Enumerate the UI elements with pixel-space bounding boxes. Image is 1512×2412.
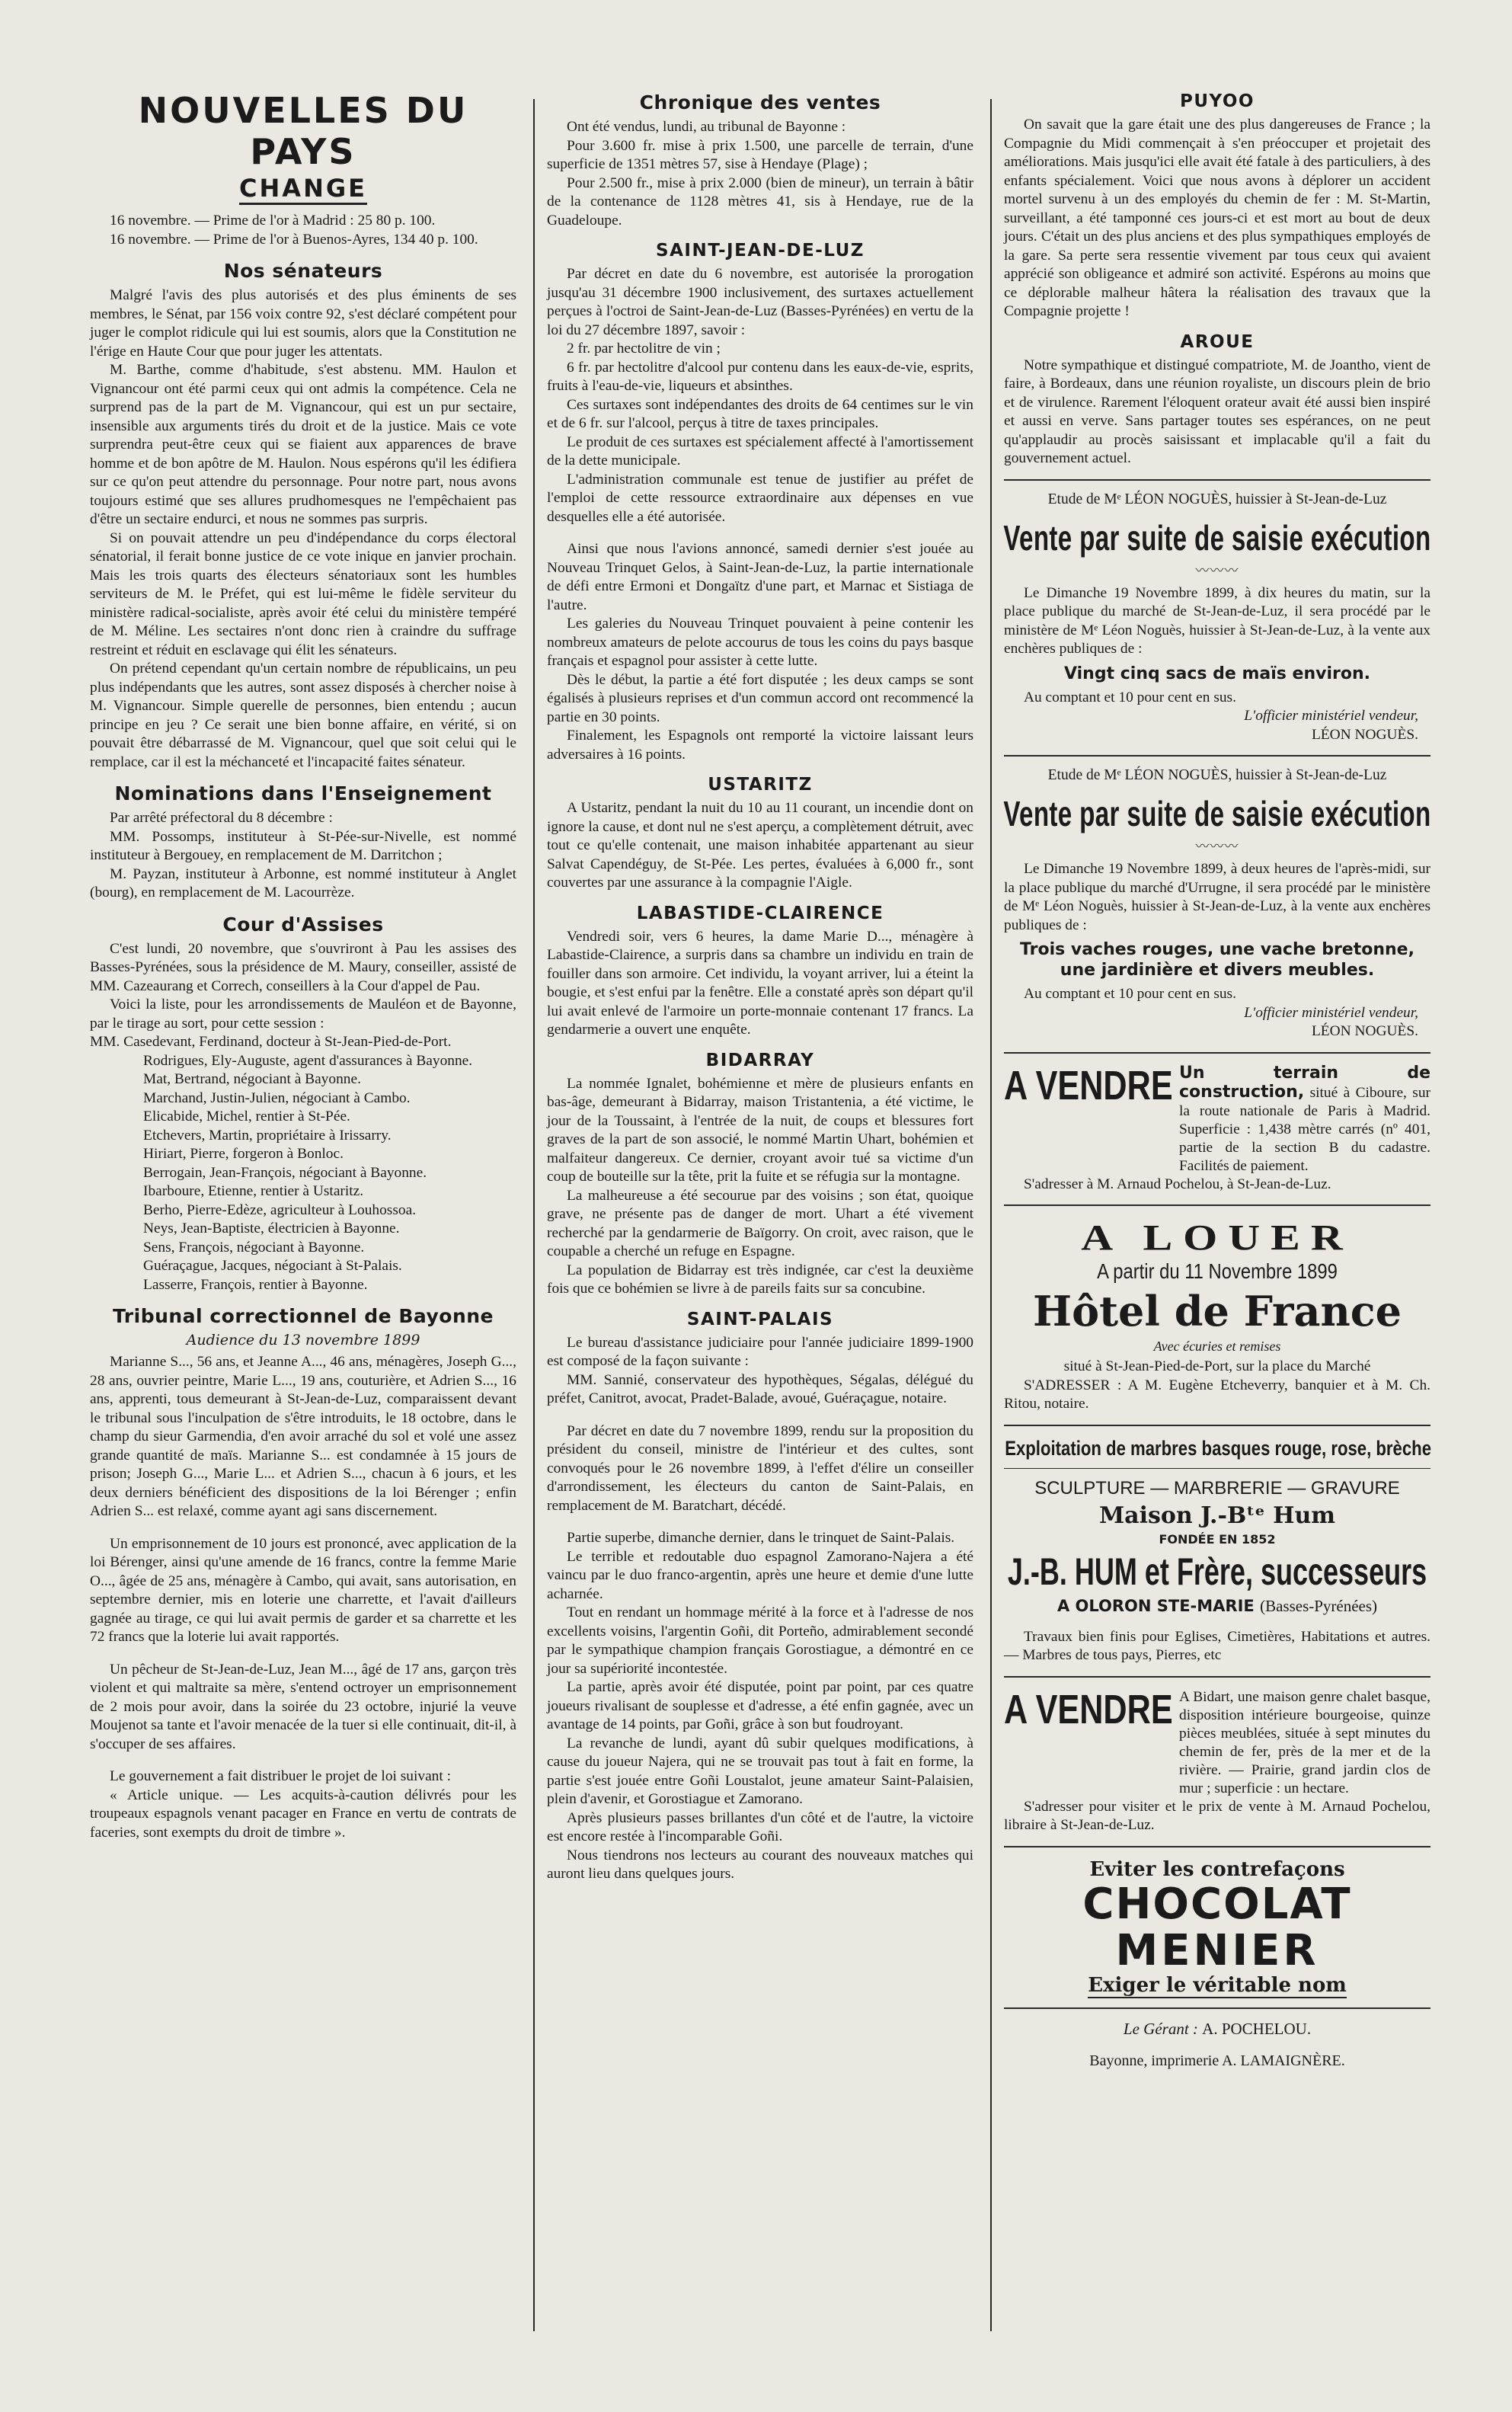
ad-chocolat-menier [1004, 1858, 1430, 1997]
paragraph: Finalement, les Espagnols ont remporté la victoire laissant leurs adversaires à 16 points. [547, 728, 973, 763]
ad-title: Vente par suite de saisie exécution [1003, 517, 1431, 558]
imprimerie-line: Bayonne, imprimerie A. LAMAIGNÈRE. [1089, 2052, 1345, 2069]
paragraph: On savait que la gare était une des plus dangereuses de France ; la Compagnie du Midi commençait à s'en préoccuper et projetait des améliorations. Mais jusqu'ici elle avait été fatale à des particuliers, à des enfants spécialement. Voici que nous avons à déplorer un accident mortel survenu à un des employés du chemin de fer : M. St-Martin, surveillant, a été tamponné ces jours-ci et est mort au bout de deux jours. C'était un des plus anciens et des plus sympathiques employés de la gare. Sa perte sera ressentie vivement par tous ceux qui avaient apprécié son obligeance et admiré son activité. Espérons au moins que ce déplorable malheur hâtera la réalisation des travaux que la Compagnie projette ! [1004, 117, 1430, 319]
ad-hotel-name: Hôtel de France [1033, 1287, 1402, 1336]
divider [1004, 1425, 1430, 1426]
paragraph: MM. Sannié, conservateur des hypothèques, Ségalas, délégué du préfet, Canitrot, avocat, Pradet-Balade, avoué, Guéraçague, notaire. [547, 1371, 973, 1406]
paragraph: 16 novembre. — Prime de l'or à Madrid : 25 80 p. 100. [110, 213, 436, 229]
ad-etude: Etude de Mᵉ LÉON NOGUÈS, huissier à St-Jean-de-Luz [1047, 767, 1387, 783]
paragraph: Au comptant et 10 pour cent en sus. [1024, 689, 1236, 705]
list-item: Mat, Bertrand, négociant à Bayonne. [143, 1071, 361, 1087]
paragraph: Pour 2.500 fr., mise à prix 2.000 (bien de mineur), un terrain à bâtir de la contenance de 1128 mètres 41, sis à Hendaye, rue de la Guadeloupe. [547, 174, 973, 229]
list-item: Berrogain, Jean-François, négociant à Bayonne. [143, 1164, 427, 1181]
gerant-name: A. POCHELOU. [1202, 2019, 1312, 2038]
paragraph: La revanche de lundi, ayant dû subir quelques modifications, à cause du joueur Najera, qui ne se trouvait pas tout à fait en forme, la partie s'est jouée entre Goñi Loustalot, jeune amateur Saint-Palaisien, plein d'avenir, et Gorostiague et Zamorano. [547, 1735, 973, 1807]
ad-brand-line2: MENIER [1115, 1925, 1319, 1975]
paragraph: M. Barthe, comme d'habitude, s'est abstenu. MM. Haulon et Vignancour ont été parmi ceux qui ont admis la compétence. Cela ne surprend pas de la part de M. Vignancour, qui est un pur sectaire, insensible aux arguments tirés du droit et de la justice. Mais ce vote surprendra peut-être ceux qui se fiaient aux apparences de brave homme et de bon apôtre de M. Haulon. Nous espérons qu'il les édifiera sur ce qu'on peut attendre du personnage. Pour notre part, nous avons toujours estimé que ses allures prudhomesques ne l'empêchaient pas d'être un sectaire endurci, et nous ne sommes pas surpris. [90, 362, 516, 527]
juror-list [90, 1033, 516, 1294]
section-title-bidarray: BIDARRAY [705, 1050, 815, 1070]
paragraph: 16 novembre. — Prime de l'or à Buenos-Ayres, 134 40 p. 100. [110, 231, 478, 248]
ad-big-title: A VENDRE [1004, 1686, 1173, 1732]
paragraph: Le Dimanche 19 Novembre 1899, à dix heures du matin, sur la place publique du marché de St-Jean-de-Luz, il sera procédé par le ministère de Mᵉ Léon Noguès, huissier à St-Jean-de-Luz, à la vente aux enchères publiques de : [1004, 584, 1430, 657]
paragraph: M. Payzan, instituteur à Arbonne, est nommé instituteur à Anglet (bourg), en remplacement de M. Lacourrèze. [90, 865, 516, 901]
ad-maison: Maison J.-Bᵗᵉ Hum [1098, 1502, 1336, 1529]
list-item: Berho, Pierre-Edèze, agriculteur à Louhossoa. [143, 1201, 417, 1218]
paragraph: Le terrible et redoutable duo espagnol Zamorano-Najera a été vaincu par le duo franco-argentin, après une heure et demie d'une lutte acharnée. [547, 1548, 973, 1602]
paragraph: La partie, après avoir été disputée, point par point, par ces quatre joueurs rivalisant de souplesse et d'adresse, a été enfin gagnée, avec un avantage de 14 points, par Goñi, grâce à son but foudroyant. [547, 1679, 973, 1732]
section-title-tribunal: Tribunal correctionnel de Bayonne [112, 1305, 494, 1327]
paragraph: Vendredi soir, vers 6 heures, la dame Marie D..., ménagère à Labastide-Clairence, a surpris dans sa chambre un individu en train de fouiller dans son armoire. Cet individu, la voyant arriver, lui a éteint la bougie, et s'est enfui par la fenêtre. Elle a constaté après son départ qu'il lui avait enlevé de l'armoire un porte-monnaie contenant 17 francs. La gendarmerie a ouvert une enquête. [547, 928, 973, 1038]
list-item: Guéraçague, Jacques, négociant à St-Palais. [143, 1258, 402, 1274]
ad-contact: S'ADRESSER : A M. Eugène Etcheverry, banquier et à M. Ch. Ritou, notaire. [1004, 1377, 1430, 1412]
ad-lead: Un terrain de construction, [1179, 1063, 1430, 1102]
ad-body: situé à St-Jean-Pied-de-Port, sur la place du Marché [1063, 1358, 1371, 1374]
divider [1004, 2007, 1430, 2009]
divider [1004, 1846, 1430, 1847]
ad-signature: LÉON NOGUÈS. [1311, 1023, 1418, 1039]
paragraph: Ces surtaxes sont indépendantes des droits de 64 centimes sur le vin et de 6 fr. sur l'alcool, perçus à titre de taxes principales. [547, 396, 973, 431]
list-item: Sens, François, négociant à Bayonne. [143, 1239, 365, 1256]
paragraph: Ainsi que nous l'avions annoncé, samedi dernier s'est jouée au Nouveau Trinquet Gelos, à Saint-Jean-de-Luz, la partie internationale de défi entre Ermoni et Dongaïtz d'une part, et Marnac et Sistiaga de l'autre. [547, 541, 973, 613]
paragraph: Après plusieurs passes brillantes d'un côté et de l'autre, la victoire est encore restée à l'incomparable Goñi. [547, 1809, 973, 1844]
list-item: Marchand, Justin-Julien, négociant à Cambo. [143, 1089, 411, 1106]
divider [1004, 1204, 1430, 1206]
paragraph: Au comptant et 10 pour cent en sus. [1024, 986, 1236, 1002]
list-item: MM. Casedevant, Ferdinand, docteur à St-Jean-Pied-de-Port. [90, 1034, 452, 1050]
list-item: Hiriart, Pierre, forgeron à Bonloc. [143, 1146, 344, 1162]
section-title-puyoo: PUYOO [1180, 91, 1255, 111]
ad-big-title: A VENDRE [1004, 1062, 1173, 1108]
paragraph: Par arrêté préfectoral du 8 décembre : [110, 810, 333, 826]
ad-etude: Etude de Mᵉ LÉON NOGUÈS, huissier à St-Jean-de-Luz [1047, 491, 1387, 507]
section-title-ustaritz: USTARITZ [708, 775, 813, 795]
column-2 [547, 84, 973, 1884]
list-item: Etchevers, Martin, propriétaire à Irissarry. [143, 1127, 392, 1144]
paragraph: Pour 3.600 fr. mise à prix 1.500, une parcelle de terrain, d'une superficie de 1351 mètres 57, sise à Hendaye (Plage) ; [547, 137, 973, 172]
paragraph: A Ustaritz, pendant la nuit du 10 au 11 courant, un incendie dont on ignore la cause, et dont nul ne s'est aperçu, a complètement détruit, avec tout ce qu'elle contenait, une maison inhabitée appartenant au sieur Salvat Capendéguy, de St-Pée. Les pertes, évaluées à 6,000 fr., sont couvertes par une assurance à la compagnie l'Aigle. [547, 800, 973, 891]
paragraph: Partie superbe, dimanche dernier, dans le trinquet de Saint-Palais. [567, 1530, 955, 1546]
paragraph: La nommée Ignalet, bohémienne et mère de plusieurs enfants en bas-âge, demeurant à Bidarray, maison Tristantenia, a été victime, le jour de la Toussaint, à l'entrée de la nuit, de coups et blessures fort graves de la part de son associé, le nommé Martin Uhart, bohémien et malfaiteur dangereux. Ce dernier, croyant avoir tué sa victime d'un coup de bouteille sur la tête, prit la fuite et se réfugia sur la montagne. [547, 1075, 973, 1185]
section-title-change: CHANGE [90, 174, 516, 203]
paragraph: Les galeries du Nouveau Trinquet pouvaient à peine contenir les nombreux amateurs de pelote accourus de tous les coins du pays basque français et espagnol pour assister à cette lutte. [547, 616, 973, 669]
paragraph: Le gouvernement a fait distribuer le projet de loi suivant : [110, 1768, 452, 1784]
masthead: NOUVELLES DU PAYS [138, 90, 468, 172]
ad-body: Travaux bien finis pour Eglises, Cimetières, Habitations et autres. — Marbres de tous pays, Pierres, etc [1004, 1628, 1430, 1663]
ad-body: A Bidart, une maison genre chalet basque, disposition intérieure bourgeoise, quinze pièces meublées, située à sept minutes du chemin de fer, près de la mer et de la rivière. — Prairie, grand jardin clos de mur ; superficie : un hectare. [1179, 1688, 1430, 1796]
paragraph: La population de Bidarray est très indignée, car c'est la deuxième fois que ce bohémien se livre à de pareils faits sur sa concubine. [547, 1262, 973, 1297]
paragraph: Le produit de ces surtaxes est spécialement affecté à l'amortissement de la dette municipale. [547, 433, 973, 469]
ad-top: Eviter les contrefaçons [1089, 1857, 1345, 1881]
ad-vente-1 [1004, 491, 1430, 745]
paragraph: MM. Possomps, instituteur à St-Pée-sur-Nivelle, est nommé instituteur à Bergouey, en remplacement de M. Darritchon ; [90, 828, 516, 863]
divider [1004, 755, 1430, 757]
section-title-saint-palais: SAINT-PALAIS [686, 1309, 834, 1329]
paragraph: Le bureau d'assistance judiciaire pour l'année judiciaire 1899-1900 est composé de la façon suivante : [547, 1334, 973, 1369]
ornament: 〰〰〰 [1195, 562, 1239, 578]
divider [1004, 1676, 1430, 1678]
ad-title: Exploitation de marbres basques rouge, rose, brèche [1005, 1436, 1432, 1460]
column-rule [990, 99, 992, 2331]
ad-founded: FONDÉE EN 1852 [1159, 1531, 1276, 1547]
list-item: Lasserre, François, rentier à Bayonne. [143, 1276, 368, 1293]
ad-a-vendre-ciboure [1004, 1064, 1430, 1195]
ad-vente-2 [1004, 767, 1430, 1041]
newspaper-page [90, 84, 1446, 2339]
ad-date: A partir du 11 Novembre 1899 [1097, 1259, 1338, 1283]
divider [1004, 1468, 1430, 1469]
list-item: Elicabide, Michel, rentier à St-Pée. [143, 1108, 350, 1124]
ad-officer: L'officier ministériel vendeur, [1244, 708, 1418, 724]
ad-successors: J.-B. HUM et Frère, successeurs [1007, 1550, 1427, 1593]
paragraph: La malheureuse a été secourue par des voisins ; son état, quoique grave, ne présente pas de danger de mort. Uhart a été vivement recherché par la gendarmerie de Baïgorry. On croit, avec raison, que le coupable a cherché un refuge en Espagne. [547, 1187, 973, 1259]
list-item: Rodrigues, Ely-Auguste, agent d'assurances à Bayonne. [143, 1052, 473, 1069]
paragraph: C'est lundi, 20 novembre, que s'ouvriront à Pau les assises des Basses-Pyrénées, sous la présidence de M. Maury, conseiller, assisté de MM. Cazeaurang et Correch, conseillers à la Cour d'appel de Pau. [90, 940, 516, 994]
paragraph: Le Dimanche 19 Novembre 1899, à deux heures de l'après-midi, sur la place publique du marché d'Urrugne, il sera procédé par le ministère de Mᵉ Léon Noguès, huissier à St-Jean-de-Luz, à la vente aux enchères publiques de : [1004, 861, 1430, 933]
paragraph: Ont été vendus, lundi, au tribunal de Bayonne : [567, 119, 846, 135]
ad-signature: LÉON NOGUÈS. [1311, 726, 1418, 743]
ornament: 〰〰〰 [1195, 839, 1239, 854]
ad-big-title: A LOUER [1081, 1217, 1354, 1259]
section-title-saint-jean-de-luz: SAINT-JEAN-DE-LUZ [656, 241, 865, 261]
ad-contact: S'adresser à M. Arnaud Pochelou, à St-Jean-de-Luz. [1024, 1176, 1331, 1192]
paragraph: Malgré l'avis des plus autorisés et des plus éminents de ses membres, le Sénat, par 156 voix contre 92, s'est déclaré compétent pour juger le complot ridicule qui lui est soumis, alors que la Constitution ne l'érige en Haute Cour que pour juger les attentats. [90, 287, 516, 360]
section-title-nominations: Nominations dans l'Enseignement [114, 782, 492, 805]
paragraph: Dès le début, la partie a été fort disputée ; les deux camps se sont égalisés à plusieurs reprises et d'un commun accord ont recommencé la partie en 30 points. [547, 671, 973, 725]
ad-body: situé à Ciboure, sur la route nationale de Paris à Madrid. Superficie : 1,438 mètre carrés (nº 401, partie de la section B du cadastre. Facilités de paiement. [1179, 1084, 1430, 1174]
ad-title: Vente par suite de saisie exécution [1003, 794, 1431, 833]
ad-marbrerie [1004, 1437, 1430, 1665]
list-item: Ibarboure, Etienne, rentier à Ustaritz. [143, 1183, 364, 1199]
gerant-line: Le Gérant : A. POCHELOU. [1123, 2019, 1312, 2038]
divider [1004, 1052, 1430, 1054]
paragraph: « Article unique. — Les acquits-à-caution délivrés pour les troupeaux espagnols venant pacager en France en vertu de contrats de faceries, sont exempts du droit de timbre ». [90, 1787, 516, 1841]
paragraph: Marianne S..., 56 ans, et Jeanne A..., 46 ans, ménagères, Joseph G..., 28 ans, ouvrier peintre, Marie L..., 19 ans, couturière, et Adrien S..., 16 ans, apprenti, tous demeurant à St-Jean-de-Luz, comparaissent devant le tribunal sous l'inculpation de s'être introduits, le 18 octobre, dans le champ du sieur Garmendia, d'en avoir arraché du sol et volé une assez grande quantité de maïs. Marianne S... est condamnée à 15 jours de prison; Joseph G..., Marie L... et Adrien S..., chacun à 6 jours, et les deux derniers bénéficient des dispositions de la loi Bérenger ; enfin Adrien S... est relaxé, comme ayant agi sans discernement. [90, 1354, 516, 1519]
paragraph: L'administration communale est tenue de justifier au préfet de l'emploi de cette ressource extraordinaire aux dépenses en vue desquelles elle a été autorisée. [547, 471, 973, 525]
divider [1004, 479, 1430, 481]
ad-officer: L'officier ministériel vendeur, [1244, 1004, 1418, 1021]
column-rule [533, 99, 535, 2331]
section-title-labastide: LABASTIDE-CLAIRENCE [636, 903, 884, 923]
column-1 [90, 84, 516, 1842]
paragraph: Par décret en date du 7 novembre 1899, rendu sur la proposition du président du conseil, ministre de l'intérieur et des cultes, sont convoqués pour le 26 novembre 1899, à l'effet d'élire un conseiller d'arrondissement, les électeurs du canton de Saint-Palais, en remplacement de M. Baratchart, décédé. [547, 1422, 973, 1514]
ad-subtitle: Avec écuries et remises [1153, 1339, 1281, 1354]
section-title-aroue: AROUE [1180, 331, 1255, 352]
ad-bottom: Exiger le véritable nom [1088, 1973, 1347, 1997]
paragraph: Tout en rendant un hommage mérité à la force et à l'adresse de nos excellents voisins, l'argentin Goñi, dit Porteño, admirablement secondé par le sympathique champion français Gorostiague, a démontré en ce jour sa supériorité incontestée. [547, 1604, 973, 1677]
list-item: Neys, Jean-Baptiste, électricien à Bayonne. [143, 1220, 400, 1236]
paragraph: Un pêcheur de St-Jean-de-Luz, Jean M..., âgé de 17 ans, garçon très violent et qui maltraite sa mère, s'entend octroyer un emprisonnement de 2 mois pour avoir, dans la soirée du 23 octobre, injurié la veuve Moujenot sa tante et l'avoir menacée de la tuer si elle continuait, dit-il, à s'occuper de ses affaires. [90, 1661, 516, 1752]
ad-a-vendre-bidart [1004, 1688, 1430, 1835]
paragraph: Un emprisonnement de 10 jours est prononcé, avec application de la loi Bérenger, ainsi qu'une amende de 16 francs, contre la femme Marie O..., âgée de 25 ans, ménagère à Cambo, qui avait, sans autorisation, en septembre dernier, mis en loterie une charrette, et l'avait d'ailleurs gagnée au tirage, ce qui lui avait permis de garder et sa charrette et les 72 francs que la loterie lui avait rapportés. [90, 1535, 516, 1645]
section-title-senateurs: Nos sénateurs [223, 260, 383, 282]
column-3 [1004, 84, 1430, 2070]
paragraph: 2 fr. par hectolitre de vin ; [567, 341, 721, 357]
paragraph: Voici la liste, pour les arrondissements de Mauléon et de Bayonne, par le tirage au sort, pour cette session : [90, 996, 516, 1032]
ad-lot: Trois vaches rouges, une vache bretonne, une jardinière et divers meubles. [1020, 940, 1415, 980]
ad-town: A OLORON STE-MARIE (Basses-Pyrénées) [1056, 1596, 1378, 1615]
paragraph: 6 fr. par hectolitre d'alcool pur contenu dans les eaux-de-vie, esprits, fruits à l'eau-de-vie, liqueurs et absinthes. [547, 359, 973, 394]
ad-lot: Vingt cinq sacs de maïs environ. [1064, 664, 1370, 683]
section-subtitle: Audience du 13 novembre 1899 [186, 1332, 420, 1348]
ad-brand-line1: CHOCOLAT [1082, 1879, 1352, 1929]
paragraph: Notre sympathique et distingué compatriote, M. de Joantho, vient de faire, à Bordeaux, dans une réunion royaliste, un discours plein de brio et de virulence. Rarement l'éloquent orateur avait été aussi bien inspiré et aussi en verve. Sans partager toutes ses espérances, on ne peut qu'applaudir au procès saisissant et implacable qu'il a fait du gouvernement actuel. [1004, 357, 1430, 466]
ad-line: SCULPTURE — MARBRERIE — GRAVURE [1034, 1477, 1400, 1499]
ad-contact: S'adresser pour visiter et le prix de vente à M. Arnaud Pochelou, libraire à St-Jean-de-Luz. [1004, 1798, 1430, 1833]
section-title-ventes: Chronique des ventes [639, 91, 881, 114]
paragraph: Si on pouvait attendre un peu d'indépendance du corps électoral sénatorial, il ferait bonne justice de ce vote inique en janvier prochain. Mais les trois quarts des électeurs sénatoriaux sont les humbles serviteurs de M. le Préfet, qui est lui-même le fidèle serviteur du ministère radical-socialiste, après avoir été celui du ministère tempéré de M. Méline. Les sectaires n'ont donc rien à craindre du suffrage restreint et réduit en esclavage qui élit les sénateurs. [90, 529, 516, 658]
paragraph: Par décret en date du 6 novembre, est autorisée la prorogation jusqu'au 31 décembre 1900 inclusivement, des surtaxes actuellement perçues à l'octroi de Saint-Jean-de-Luz (Basses-Pyrénées) en vertu de la loi du 27 décembre 1897, savoir : [547, 266, 973, 338]
paragraph: On prétend cependant qu'un certain nombre de républicains, un peu plus indépendants que les autres, sont assez disposés à chercher noise à M. Vignancour. Simple querelle de personnes, bien entendu ; aucun principe en jeu ? Ce serait une bien bonne affaire, en vérité, si on pouvait être débarrassé de M. Vignancour, quel que soit celui qui le remplace, car il est la méchanceté et l'incapacité faites sénateur. [90, 661, 516, 770]
section-title-assises: Cour d'Assises [222, 913, 384, 936]
paragraph: Nous tiendrons nos lecteurs au courant des nouveaux matches qui auront lieu dans quelques jours. [547, 1847, 973, 1882]
ad-a-louer-hotel [1004, 1217, 1430, 1414]
